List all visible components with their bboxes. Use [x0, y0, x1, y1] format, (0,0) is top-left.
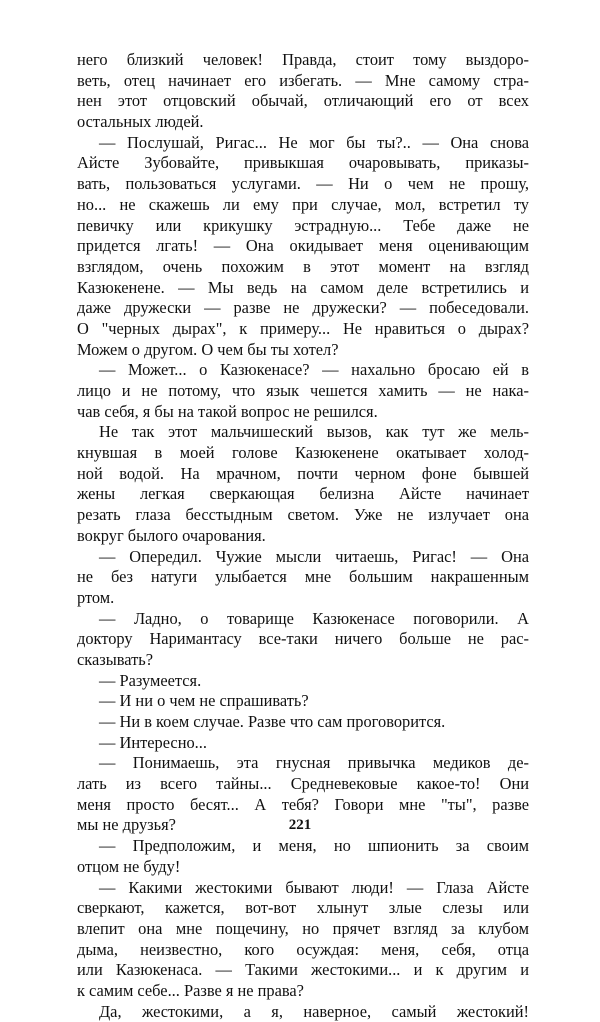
text-line: него близкий человек! Правда, стоит тому выздоро-: [77, 50, 529, 69]
text-line: кнувшая в моей голове Казюкенене окатывает холод-: [77, 443, 529, 463]
text-line: веть, отец начинает его избегать. — Мне самому стра-: [77, 70, 529, 90]
text-line: резать глаза бесстыдным светом. Уже не излучает она: [77, 505, 529, 525]
text-line: мы не друзья?: [77, 815, 176, 835]
text-line: к самим себе... Разве я не права?: [77, 980, 304, 1000]
text-line: — Понимаешь, эта гнусная привычка медиков де-: [99, 753, 529, 773]
text-line: — И ни о чем не спрашивать?: [99, 691, 309, 711]
text-line: Не так этот мальчишеский вызов, как тут же мель-: [99, 422, 529, 442]
text-line: жены легкая сверкающая белизна Айсте начинает: [77, 484, 529, 504]
text-line: даже дружески — разве не дружески? — побеседовали.: [77, 298, 529, 318]
text-line: лать из всего тайны... Средневековые какое-то! Они: [77, 774, 529, 794]
page-text: [77, 50, 529, 1022]
page-number: 221: [288, 817, 312, 833]
text-line: — Послушай, Ригас... Не мог бы ты?.. — Она снова: [99, 132, 529, 152]
text-line: сказывать?: [77, 649, 154, 669]
text-line: не без натуги улыбается мне большим накрашенным: [77, 567, 529, 587]
text-line: ртом.: [77, 587, 115, 607]
text-line: вокруг былого очарования.: [77, 525, 266, 545]
text-line: остальных людей.: [77, 112, 204, 132]
text-line: — Предположим, и меня, но шпионить за своим: [99, 836, 529, 856]
text-line: чав себя, я бы на такой вопрос не решился.: [77, 401, 378, 421]
text-line: — Опередил. Чужие мысли читаешь, Ригас! — Она: [99, 546, 529, 566]
text-line: Казюкенене. — Мы ведь на самом деле встретились и: [77, 277, 529, 297]
text-line: — Ни в коем случае. Разве что сам проговорится.: [99, 712, 446, 731]
text-line: но... не скажешь ли ему при случае, мол, встретил ту: [77, 194, 529, 214]
text-line: Айсте Зубовайте, привыкшая очаровывать, приказы-: [77, 153, 529, 173]
text-line: — Какими жестокими бывают люди! — Глаза Айсте: [99, 877, 529, 897]
text-line: или Казюкенаса. — Такими жестокими... и к другим и: [77, 960, 529, 980]
text-line: влепит она мне пощечину, но прячет взгляд за клубом: [77, 918, 529, 938]
text-line: сверкают, кажется, вот-вот хлынут злые слезы или: [77, 898, 529, 918]
text-line: — Может... о Казюкенасе? — нахально бросаю ей в: [99, 360, 529, 380]
text-line: меня просто бесят... А тебя? Говори мне "ты", разве: [77, 794, 529, 814]
text-line: — Интересно...: [99, 732, 207, 752]
text-line: доктору Наримантасу все-таки ничего больше не рас-: [77, 629, 529, 649]
text-line: отцом не буду!: [77, 856, 181, 876]
text-line: — Ладно, о товарище Казюкенасе поговорили. А: [99, 608, 529, 628]
text-line: дыма, неизвестно, кого осуждая: меня, себя, отца: [77, 939, 529, 959]
text-line: Да, жестокими, а я, наверное, самый жестокий!: [99, 1001, 529, 1021]
text-line: придется лгать! — Она окидывает меня оценивающим: [77, 236, 529, 256]
text-line: певичку или крикушку эстрадную... Тебе даже не: [77, 215, 529, 235]
text-line: — Разумеется.: [99, 670, 202, 690]
text-line: вать, пользоваться услугами. — Ни о чем не прошу,: [77, 174, 529, 194]
text-line: ной водой. На мрачном, почти черном фоне бывшей: [77, 463, 529, 483]
text-line: нен этот отцовский обычай, отличающий его от всех: [77, 91, 529, 111]
text-line: взглядом, очень похожим в этот момент на взгляд: [77, 256, 529, 276]
text-line: О "черных дырах", к примеру... Не нравиться о дырах?: [77, 318, 529, 338]
text-line: лицо и не потому, что язык чешется хамить — не нака-: [77, 381, 529, 400]
text-line: Можем о другом. О чем бы ты хотел?: [77, 339, 339, 359]
